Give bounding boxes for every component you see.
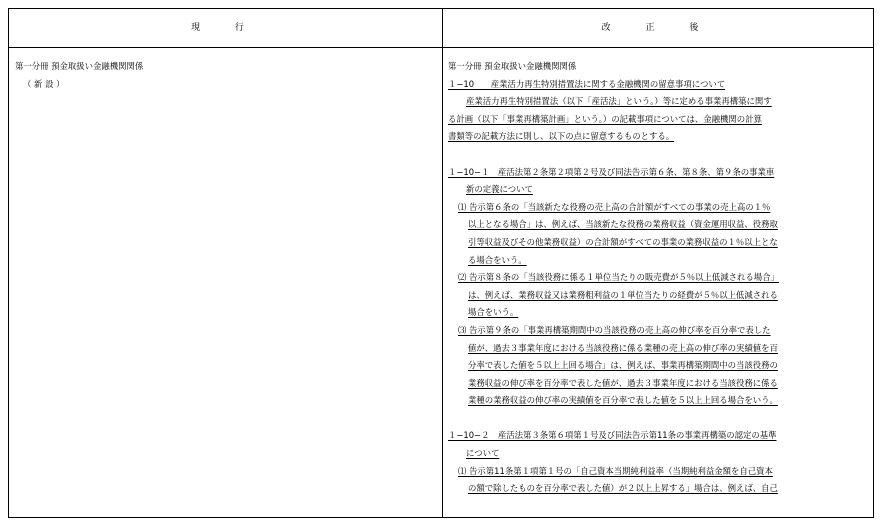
- revised-line: ⑵ 告示第８条の「当該役務に係る１単位当たりの販売費が５％以上低減される場合」: [458, 272, 779, 283]
- section-1-10-1-heading: １−10−１ 産活法第２条第２項第２号及び同法告示第６条、第８条、第９条の事業車: [448, 166, 775, 177]
- revised-line: る計画（以下「事業再構築計画」という。）の記載事項については、金融機関の計算: [448, 113, 762, 124]
- revised-line: 分率で表した値を５以上上回る場合」は、例えば、事業再構築期間中の当該役務の: [468, 360, 778, 371]
- section-1-10-heading: １−10 産業活力再生特別措置法に関する金融機関の留意事項について: [448, 78, 726, 89]
- revised-line: る場合をいう。: [468, 254, 527, 265]
- revised-line: 新の定義について: [466, 184, 533, 195]
- revised-line: 場合をいう。: [468, 307, 519, 318]
- revised-line: 以上となる場合」は、例えば、当該新たな役務の業務収益（資金運用収益、役務取: [468, 219, 778, 230]
- current-title: 第一分冊 預金取扱い金融機関関係: [15, 61, 144, 71]
- revised-line: ⑶ 告示第９条の「事業再構築期間中の当該役務の売上高の伸び率を百分率で表した: [458, 324, 771, 335]
- revised-line: 値が、過去３事業年度における当該役務に係る業種の売上高の伸び率の実績値を百: [468, 342, 778, 353]
- revised-line: 業務収益の伸び率を百分率で表した値が、過去３事業年度における当該役務に係る: [468, 377, 778, 388]
- revised-line: ⑴ 告示第６条の「当該新たな役務の売上高の合計額がすべての事業の売上高の１％: [458, 201, 771, 212]
- current-column: [15, 48, 435, 93]
- header-revised: 改 正 後: [443, 9, 873, 48]
- revised-title: 第一分冊 預金取扱い金融機関関係: [448, 61, 577, 71]
- revised-line: ⑴ 告示第11条第１項第１号の「自己資本当期純利益率（当期純利益金額を自己資本: [458, 465, 773, 476]
- current-new-note: （ 新 設 ）: [23, 78, 65, 89]
- revised-line: の額で除したものを百分率で表した値）が２以上上昇する」場合は、例えば、自己: [468, 483, 778, 494]
- revised-column: [448, 48, 866, 498]
- comparison-table: [8, 8, 874, 518]
- revised-line: 書類等の記載方法に則し、以下の点に留意するものとする。: [448, 131, 675, 142]
- column-divider: [442, 9, 443, 517]
- revised-line: 引等収益及びその他業務収益）の合計額がすべての事業の業務収益の１％以上とな: [468, 236, 778, 247]
- header-current: 現 行: [9, 9, 443, 48]
- revised-line: について: [466, 448, 500, 459]
- section-1-10-2-heading: １−10−２ 産活法第３条第６項第１号及び同法告示第11条の事業再構築の認定の基準: [448, 430, 777, 441]
- revised-line: は、例えば、業務収益又は業務粗利益の１単位当たりの経費が５％以上低減される: [468, 289, 778, 300]
- revised-line: 産業活力再生特別措置法（以下「産活法」という。）等に定める事業再構築に関す: [466, 96, 772, 107]
- revised-line: 業種の業務収益の伸び率の実績値を百分率で表した値を５以上上回る場合をいう。: [468, 395, 778, 406]
